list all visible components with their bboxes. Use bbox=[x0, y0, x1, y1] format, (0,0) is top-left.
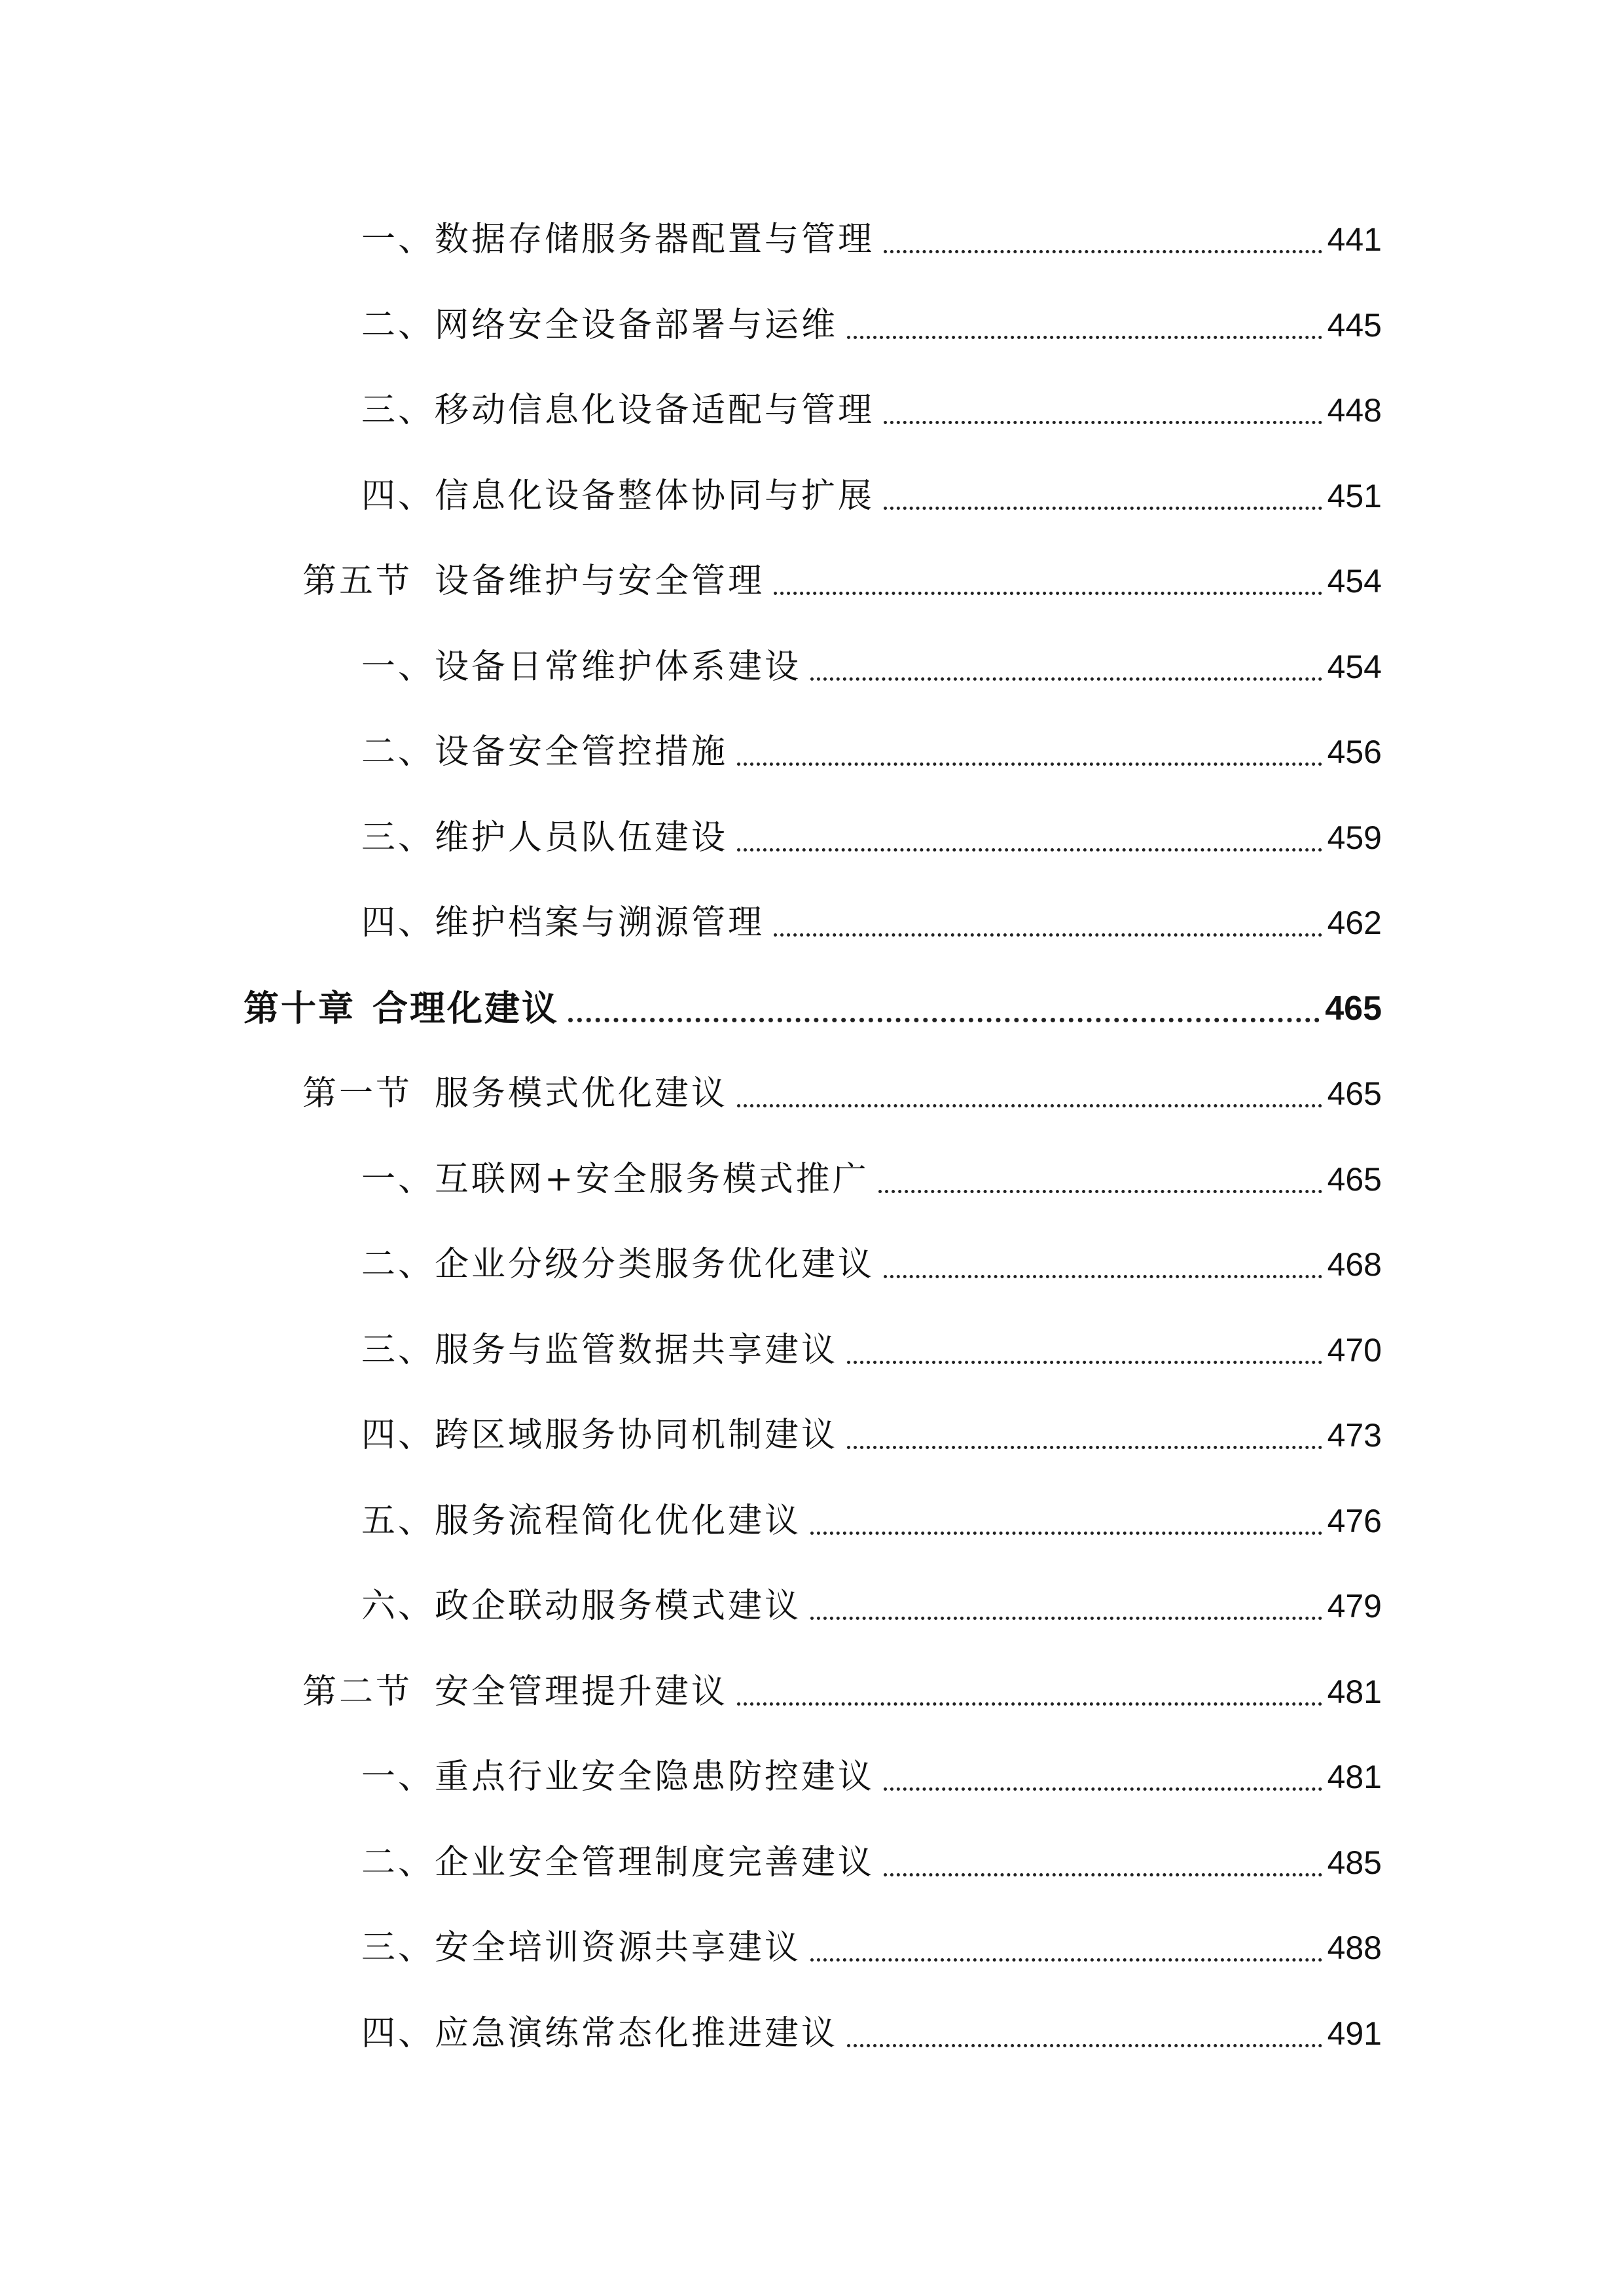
toc-entry-section[interactable] bbox=[0, 548, 1624, 614]
dot-leader bbox=[884, 1830, 1322, 1895]
toc-page-number: 456 bbox=[1327, 734, 1382, 770]
toc-entry-item[interactable] bbox=[0, 1488, 1624, 1554]
toc-entry-title bbox=[361, 805, 728, 870]
dot-leader bbox=[737, 719, 1322, 785]
toc-page-number: 481 bbox=[1327, 1673, 1382, 1710]
toc-entry-item[interactable] bbox=[0, 463, 1624, 529]
toc-page-number: 491 bbox=[1327, 2015, 1382, 2052]
toc-entry-title bbox=[361, 1147, 869, 1212]
toc-entry-item[interactable] bbox=[0, 1232, 1624, 1297]
toc-entry-line bbox=[361, 719, 1382, 785]
toc-entry-text: 合理化建议 bbox=[372, 987, 559, 1029]
dot-leader bbox=[878, 1147, 1322, 1212]
toc-page-number: 462 bbox=[1327, 905, 1382, 941]
toc-entry-line bbox=[361, 293, 1382, 358]
toc-entry-line bbox=[361, 890, 1382, 956]
toc-entry-text: 设备维护与安全管理 bbox=[435, 562, 765, 601]
dot-leader bbox=[737, 805, 1322, 870]
toc-entry-text: 一、数据存储服务器配置与管理 bbox=[361, 220, 875, 259]
toc-entry-number: 第十章 bbox=[244, 987, 355, 1029]
dot-leader bbox=[884, 378, 1322, 443]
toc-entry-title bbox=[361, 719, 728, 785]
toc-page-number: 476 bbox=[1327, 1502, 1382, 1539]
toc-entry-line bbox=[361, 1915, 1382, 1981]
toc-entry-title bbox=[361, 1573, 801, 1639]
toc-page-number: 465 bbox=[1327, 1160, 1382, 1198]
toc-entry-item[interactable] bbox=[0, 719, 1624, 785]
toc-entry-title bbox=[361, 2001, 838, 2066]
toc-entry-text: 一、互联网+安全服务模式推广 bbox=[361, 1159, 869, 1199]
toc-entry-title bbox=[361, 207, 875, 272]
dot-leader bbox=[568, 976, 1320, 1041]
toc-entry-item[interactable] bbox=[0, 890, 1624, 956]
toc-entry-item[interactable] bbox=[0, 2001, 1624, 2066]
toc-page-number: 473 bbox=[1327, 1417, 1382, 1454]
toc-entry-title bbox=[361, 1318, 838, 1383]
toc-page-number: 468 bbox=[1327, 1246, 1382, 1283]
toc-entry-line bbox=[361, 1318, 1382, 1383]
dot-leader bbox=[737, 1061, 1322, 1126]
dot-leader bbox=[810, 634, 1322, 700]
dot-leader bbox=[737, 1659, 1322, 1725]
toc-entry-text: 安全管理提升建议 bbox=[435, 1672, 729, 1712]
toc-page-number: 459 bbox=[1327, 819, 1382, 856]
toc-entry-text: 四、维护档案与溯源管理 bbox=[361, 903, 765, 942]
toc-entry-title bbox=[361, 1915, 801, 1981]
dot-leader bbox=[810, 1488, 1322, 1554]
toc-entry-line bbox=[361, 634, 1382, 700]
toc-entry-title bbox=[361, 378, 875, 443]
toc-page-number: 485 bbox=[1327, 1844, 1382, 1881]
toc-entry-line bbox=[361, 463, 1382, 529]
toc-entry-line bbox=[361, 1573, 1382, 1639]
toc-page-number: 441 bbox=[1327, 221, 1382, 258]
toc-entry-line bbox=[361, 2001, 1382, 2066]
dot-leader bbox=[810, 1573, 1322, 1639]
toc-entry-item[interactable] bbox=[0, 207, 1624, 272]
toc-entry-title bbox=[361, 890, 765, 956]
toc-page-number: 465 bbox=[1327, 1075, 1382, 1112]
toc-entry-item[interactable] bbox=[0, 1403, 1624, 1468]
toc-entry-title bbox=[302, 1659, 728, 1725]
toc-entry-line bbox=[302, 1659, 1382, 1725]
toc-entry-line bbox=[361, 1403, 1382, 1468]
toc-entry-text: 三、服务与监管数据共享建议 bbox=[361, 1330, 839, 1370]
toc-page-number: 465 bbox=[1325, 989, 1382, 1028]
toc-entry-title bbox=[361, 634, 801, 700]
toc-entry-line bbox=[361, 1488, 1382, 1554]
toc-entry-item[interactable] bbox=[0, 293, 1624, 358]
toc-entry-item[interactable] bbox=[0, 1915, 1624, 1981]
toc-entry-line bbox=[361, 1147, 1382, 1212]
toc-entry-text: 六、政企联动服务模式建议 bbox=[361, 1587, 802, 1626]
toc-entry-line bbox=[361, 805, 1382, 870]
toc-page-number: 481 bbox=[1327, 1759, 1382, 1795]
toc-entry-title bbox=[361, 1830, 875, 1895]
toc-entry-item[interactable] bbox=[0, 378, 1624, 443]
toc-entry-line bbox=[361, 378, 1382, 443]
toc-entry-item[interactable] bbox=[0, 634, 1624, 700]
toc-entry-title bbox=[361, 1488, 801, 1554]
toc-entry-title bbox=[361, 1232, 875, 1297]
dot-leader bbox=[774, 890, 1322, 956]
dot-leader bbox=[884, 207, 1322, 272]
toc-entry-text: 三、安全培训资源共享建议 bbox=[361, 1928, 802, 1967]
toc-entry-text: 四、应急演练常态化推进建议 bbox=[361, 2013, 839, 2053]
toc-entry-title bbox=[302, 1061, 728, 1126]
toc-entry-line bbox=[302, 1061, 1382, 1126]
toc-entry-line bbox=[361, 1232, 1382, 1297]
toc-page-number: 488 bbox=[1327, 1929, 1382, 1966]
toc-entry-item[interactable] bbox=[0, 805, 1624, 870]
dot-leader bbox=[884, 1232, 1322, 1297]
toc-entry-item[interactable] bbox=[0, 1830, 1624, 1895]
toc-page-number: 479 bbox=[1327, 1588, 1382, 1624]
toc-entry-text: 五、服务流程简化优化建议 bbox=[361, 1501, 802, 1541]
toc-page-number: 454 bbox=[1327, 648, 1382, 685]
toc-page-number: 448 bbox=[1327, 392, 1382, 429]
toc-entry-text: 一、设备日常维护体系建设 bbox=[361, 647, 802, 687]
dot-leader bbox=[847, 1318, 1322, 1383]
toc-entry-title bbox=[361, 1403, 838, 1468]
toc-entry-text: 二、设备安全管控措施 bbox=[361, 732, 729, 772]
toc-entry-number: 第二节 bbox=[302, 1672, 413, 1712]
toc-entry-title bbox=[361, 463, 875, 529]
toc-entry-section[interactable] bbox=[0, 1659, 1624, 1725]
toc-entry-text: 服务模式优化建议 bbox=[435, 1074, 729, 1113]
toc-entry-line bbox=[361, 1744, 1382, 1810]
toc-entry-section[interactable] bbox=[0, 1061, 1624, 1126]
dot-leader bbox=[810, 1915, 1322, 1981]
toc-entry-text: 二、网络安全设备部署与运维 bbox=[361, 305, 839, 345]
dot-leader bbox=[774, 548, 1322, 614]
dot-leader bbox=[847, 293, 1322, 358]
toc-entry-line bbox=[244, 976, 1382, 1041]
dot-leader bbox=[884, 463, 1322, 529]
toc-page-number: 451 bbox=[1327, 477, 1382, 514]
dot-leader bbox=[847, 2001, 1322, 2066]
toc-entry-text: 四、信息化设备整体协同与扩展 bbox=[361, 476, 875, 516]
toc-entry-item[interactable] bbox=[0, 1744, 1624, 1810]
toc-entry-text: 二、企业安全管理制度完善建议 bbox=[361, 1842, 875, 1882]
toc-page-number: 470 bbox=[1327, 1331, 1382, 1369]
toc-entry-text: 二、企业分级分类服务优化建议 bbox=[361, 1245, 875, 1284]
dot-leader bbox=[884, 1744, 1322, 1810]
toc-entry-title bbox=[302, 548, 765, 614]
toc-entry-title bbox=[361, 1744, 875, 1810]
toc-entry-item[interactable] bbox=[0, 1573, 1624, 1639]
toc-entry-chapter[interactable] bbox=[0, 976, 1624, 1041]
toc-entry-number: 第五节 bbox=[302, 562, 413, 601]
toc-entry-text: 一、重点行业安全隐患防控建议 bbox=[361, 1757, 875, 1797]
toc-entry-title bbox=[244, 976, 559, 1041]
dot-leader bbox=[847, 1403, 1322, 1468]
toc-page-number: 454 bbox=[1327, 563, 1382, 600]
toc-entry-title bbox=[361, 293, 838, 358]
toc-entry-text: 四、跨区域服务协同机制建议 bbox=[361, 1416, 839, 1455]
toc-entry-item[interactable] bbox=[0, 1147, 1624, 1212]
toc-entry-line bbox=[361, 207, 1382, 272]
toc-entry-number: 第一节 bbox=[302, 1074, 413, 1113]
toc-entry-line bbox=[361, 1830, 1382, 1895]
toc-page-number: 445 bbox=[1327, 306, 1382, 344]
toc-entry-text: 三、移动信息化设备适配与管理 bbox=[361, 391, 875, 430]
toc-entry-line bbox=[302, 548, 1382, 614]
toc-entry-item[interactable] bbox=[0, 1318, 1624, 1383]
toc-entry-text: 三、维护人员队伍建设 bbox=[361, 817, 729, 857]
